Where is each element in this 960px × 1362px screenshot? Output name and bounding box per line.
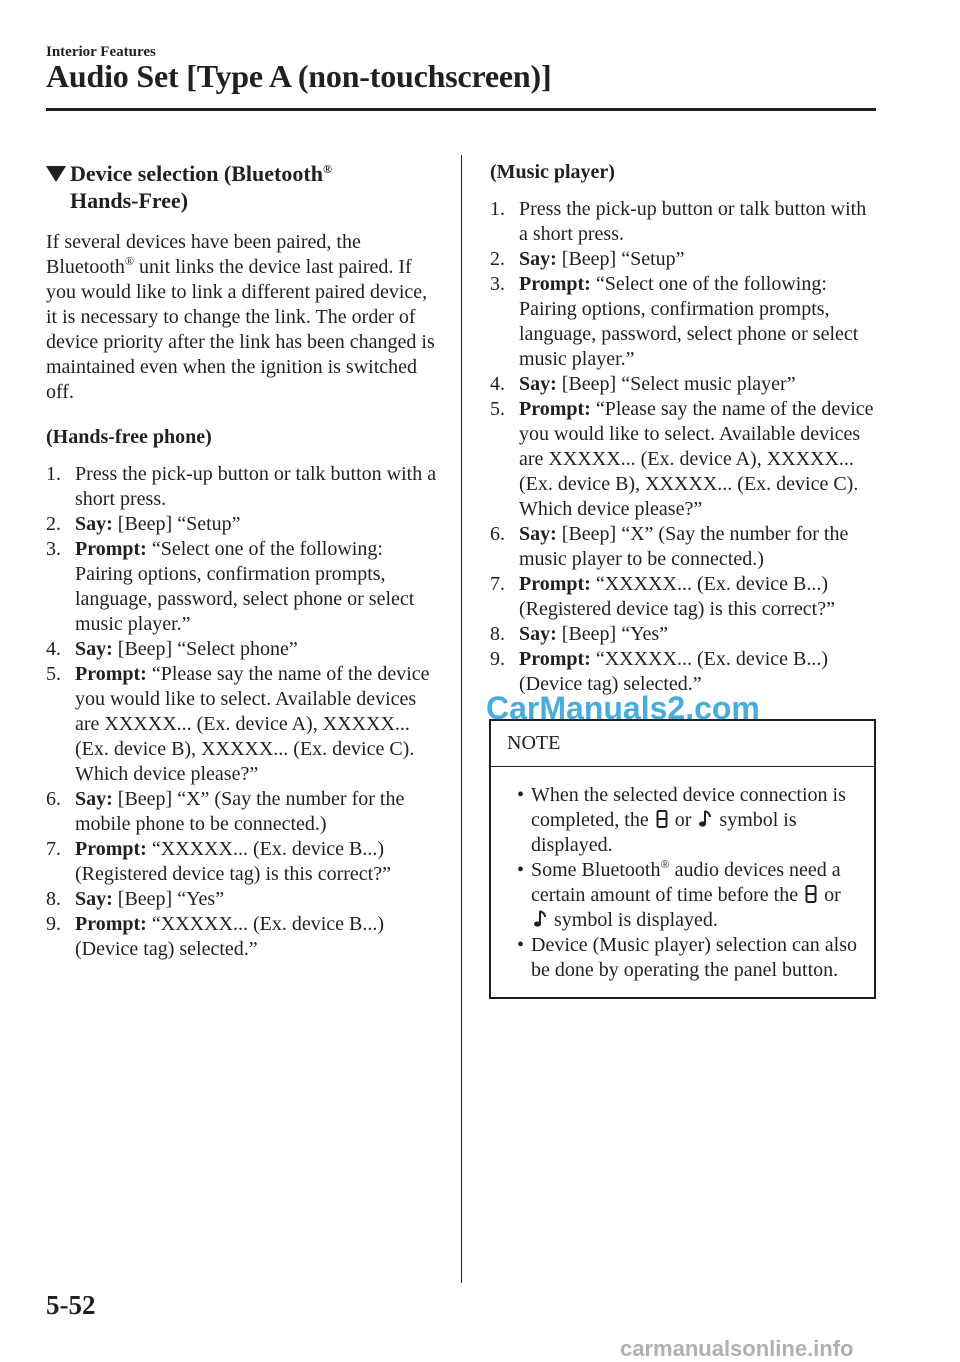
step-number: 9. — [46, 913, 61, 935]
step-text: “Please say the name of the device you would like to select. Available devices are XXXXX... (Ex. device A), XXXXX... (Ex. device B), XXXXX... (Ex. device C). Which device please?” — [519, 398, 874, 520]
step-item — [490, 247, 878, 272]
step-text: [Beep] “X” (Say the number for the music player to be connected.) — [519, 523, 849, 570]
subheading-hands-free: (Hands-free phone) — [46, 426, 212, 448]
watermark-carmanuals2: CarManuals2.com — [486, 690, 760, 726]
step-text: Press the pick-up button or talk button with a short press. — [519, 198, 867, 245]
step-label: Prompt: — [75, 538, 147, 560]
intro-paragraph — [46, 230, 438, 405]
step-item — [46, 887, 438, 912]
bullet-dot: • — [517, 934, 525, 956]
step-text: “XXXXX... (Ex. device B...) (Device tag) selected.” — [75, 913, 385, 960]
section-heading — [46, 160, 438, 214]
bullet-dot: • — [517, 784, 525, 806]
step-number: 2. — [490, 248, 505, 270]
step-number: 7. — [46, 838, 61, 860]
step-item — [46, 787, 438, 837]
step-item — [46, 637, 438, 662]
section-label: Interior Features — [46, 44, 156, 60]
left-column — [46, 160, 438, 962]
step-label: Prompt: — [75, 838, 147, 860]
step-label: Say: — [519, 248, 557, 270]
note-body — [491, 767, 874, 997]
note-bullet — [507, 783, 862, 858]
step-text: “Please say the name of the device you would like to select. Available devices are XXXXX... (Ex. device A), XXXXX... (Ex. device B), XXXXX... (Ex. device C). Which device please?” — [75, 663, 430, 785]
note-text: audio devices need a certain amount of time before the — [531, 859, 841, 906]
step-item — [490, 372, 878, 397]
step-number: 6. — [46, 788, 61, 810]
step-label: Prompt: — [75, 663, 147, 685]
step-text: [Beep] “Yes” — [556, 623, 669, 645]
step-label: Prompt: — [519, 273, 591, 295]
step-item — [46, 912, 438, 962]
step-text: [Beep] “Yes” — [112, 888, 225, 910]
heading-line1: Device selection (Bluetooth — [70, 161, 323, 186]
subheading-music-player: (Music player) — [490, 161, 615, 183]
step-item — [490, 572, 878, 622]
step-number: 1. — [490, 198, 505, 220]
note-text: or — [669, 809, 697, 831]
note-text: Device (Music player) selection can also be done by operating the panel button. — [531, 934, 857, 981]
step-number: 6. — [490, 523, 505, 545]
step-text: “XXXXX... (Ex. device B...) (Registered device tag) is this correct?” — [519, 573, 835, 620]
step-label: Say: — [75, 788, 113, 810]
step-item — [46, 537, 438, 637]
steps-list — [490, 197, 878, 697]
step-number: 8. — [490, 623, 505, 645]
step-text: [Beep] “Setup” — [556, 248, 685, 270]
music-note-icon — [698, 810, 712, 828]
phone-icon — [805, 885, 817, 903]
step-label: Say: — [75, 513, 113, 535]
step-text: [Beep] “Select phone” — [112, 638, 298, 660]
step-label: Say: — [519, 373, 557, 395]
note-text: symbol is displayed. — [549, 909, 718, 931]
step-label: Prompt: — [519, 398, 591, 420]
note-text: or — [824, 884, 841, 906]
step-number: 1. — [46, 463, 61, 485]
step-item — [490, 522, 878, 572]
step-label: Say: — [519, 623, 557, 645]
step-item — [46, 662, 438, 787]
step-item — [490, 197, 878, 247]
note-box — [489, 719, 876, 999]
step-number: 7. — [490, 573, 505, 595]
note-heading: NOTE — [491, 721, 874, 767]
page-number: 5-52 — [46, 1290, 96, 1320]
step-number: 8. — [46, 888, 61, 910]
registered-mark: ® — [124, 254, 135, 268]
note-text: When the selected device connection is completed, the — [531, 784, 846, 831]
step-text: [Beep] “X” (Say the number for the mobile phone to be connected.) — [75, 788, 405, 835]
note-bullet — [507, 933, 862, 983]
note-text: symbol is displayed. — [531, 809, 797, 856]
step-item — [490, 397, 878, 522]
steps-list — [46, 462, 438, 962]
step-label: Say: — [75, 888, 113, 910]
right-column — [490, 160, 878, 999]
step-number: 4. — [46, 638, 61, 660]
step-number: 5. — [490, 398, 505, 420]
step-text: [Beep] “Setup” — [112, 513, 241, 535]
step-number: 5. — [46, 663, 61, 685]
intro-text: If several devices have been paired, the Bluetooth — [46, 231, 361, 278]
header-rule — [46, 108, 876, 111]
step-label: Prompt: — [519, 573, 591, 595]
note-bullet — [507, 858, 862, 933]
intro-text: unit links the device last paired. If you would like to link a different paired device, it is necessary to change the link. The order of device priority after the link has been changed is maintained even when the ignition is switched off. — [46, 256, 435, 403]
step-label: Prompt: — [75, 913, 147, 935]
step-number: 3. — [46, 538, 61, 560]
column-divider — [461, 155, 462, 1283]
step-item — [46, 837, 438, 887]
bullet-dot: • — [517, 859, 525, 881]
step-item — [490, 622, 878, 647]
note-text: Some Bluetooth — [531, 859, 661, 881]
step-item — [46, 512, 438, 537]
step-label: Prompt: — [519, 648, 591, 670]
page-title: Audio Set [Type A (non-touchscreen)] — [46, 58, 552, 94]
step-label: Say: — [75, 638, 113, 660]
step-text: Press the pick-up button or talk button with a short press. — [75, 463, 437, 510]
triangle-bullet-icon — [46, 166, 66, 182]
step-text: “XXXXX... (Ex. device B...) (Device tag) selected.” — [519, 648, 829, 695]
step-text: “Select one of the following: Pairing options, confirmation prompts, language, password, select phone or select music player.” — [519, 273, 859, 370]
registered-mark: ® — [660, 857, 670, 871]
step-text: [Beep] “Select music player” — [556, 373, 796, 395]
step-number: 3. — [490, 273, 505, 295]
music-note-icon — [533, 910, 547, 928]
step-number: 2. — [46, 513, 61, 535]
step-text: “XXXXX... (Ex. device B...) (Registered device tag) is this correct?” — [75, 838, 391, 885]
step-number: 4. — [490, 373, 505, 395]
step-item — [490, 272, 878, 372]
step-text: “Select one of the following: Pairing options, confirmation prompts, language, password, select phone or select music player.” — [75, 538, 415, 635]
watermark-carmanualsonline: carmanualsonline.info — [620, 1336, 854, 1361]
step-item — [46, 462, 438, 512]
step-label: Say: — [519, 523, 557, 545]
step-number: 9. — [490, 648, 505, 670]
phone-icon — [656, 810, 668, 828]
heading-line2: Hands-Free) — [70, 188, 189, 213]
registered-mark: ® — [322, 162, 332, 176]
